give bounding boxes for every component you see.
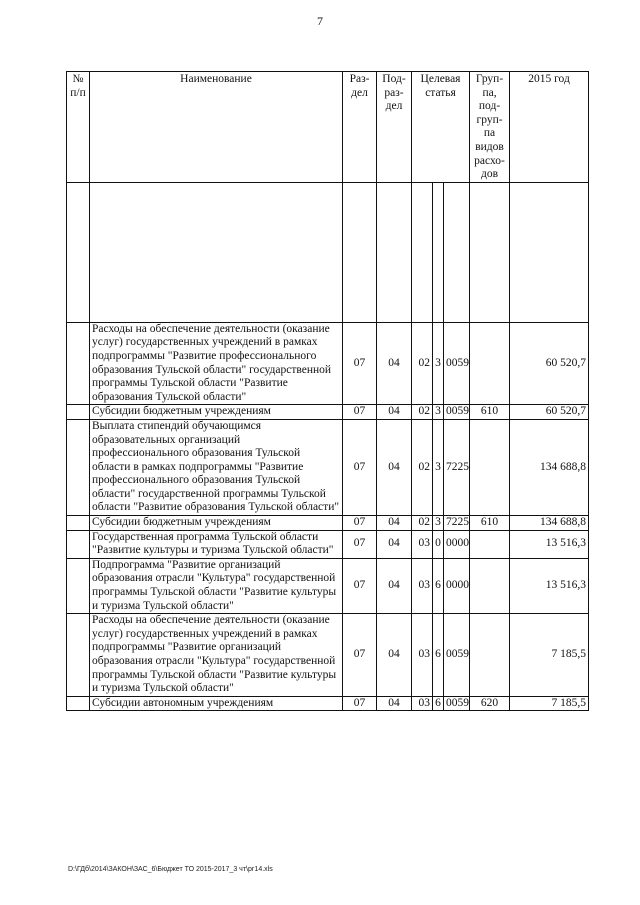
row-tselevaya-3: 0000 [444, 558, 470, 613]
row-amount: 134 688,8 [510, 516, 589, 531]
row-tselevaya-2: 3 [433, 516, 444, 531]
header-gruppa: Груп- па, под- груп- па видов расхо- дов [470, 72, 510, 183]
row-gruppa [470, 530, 510, 558]
row-gruppa: 610 [470, 405, 510, 420]
row-amount: 60 520,7 [510, 405, 589, 420]
header-year: 2015 год [510, 72, 589, 183]
row-name: Субсидии автономным учреждениям [90, 696, 343, 711]
row-gruppa: 610 [470, 516, 510, 531]
header-podrazdel: Под- раз- дел [377, 72, 412, 183]
row-razdel: 07 [343, 614, 377, 697]
row-tselevaya-2: 6 [433, 696, 444, 711]
table-row [67, 182, 589, 322]
row-podrazdel: 04 [377, 696, 412, 711]
row-gruppa [470, 322, 510, 405]
table-row [67, 696, 589, 711]
row-tselevaya-1: 02 [412, 516, 433, 531]
row-tselevaya-3: 0059 [444, 405, 470, 420]
table-body [67, 182, 589, 711]
row-tselevaya-2: 6 [433, 558, 444, 613]
row-tselevaya-1: 03 [412, 614, 433, 697]
row-razdel: 07 [343, 530, 377, 558]
table-row [67, 614, 589, 697]
row-gruppa: 620 [470, 696, 510, 711]
row-name: Расходы на обеспечение деятельности (оказание услуг) государственных учреждений в рамках подпрограммы "Развитие организаций образования отрасли "Культура" государственной программы Тульской области "Развитие культуры и туризма Тульской области" [90, 614, 343, 697]
row-podrazdel: 04 [377, 405, 412, 420]
row-name: Субсидии бюджетным учреждениям [90, 516, 343, 531]
page-number: 7 [317, 14, 323, 28]
row-tselevaya-2: 6 [433, 614, 444, 697]
row-amount: 60 520,7 [510, 322, 589, 405]
row-tselevaya-3: 7225 [444, 516, 470, 531]
table-row [67, 558, 589, 613]
row-name: Государственная программа Тульской области "Развитие культуры и туризма Тульской области" [90, 530, 343, 558]
row-tselevaya-1: 03 [412, 696, 433, 711]
row-amount: 7 185,5 [510, 696, 589, 711]
table-row [67, 322, 589, 405]
row-tselevaya-3: 7225 [444, 419, 470, 515]
row-amount: 13 516,3 [510, 558, 589, 613]
row-tselevaya-1: 02 [412, 419, 433, 515]
row-gruppa [470, 419, 510, 515]
header-tselevaya: Целевая статья [412, 72, 470, 183]
row-podrazdel: 04 [377, 558, 412, 613]
row-tselevaya-3: 0000 [444, 530, 470, 558]
row-name: Расходы на обеспечение деятельности (оказание услуг) государственных учреждений в рамках подпрограммы "Развитие профессионального образования Тульской области" государственной программы Тульской области "Развитие образования Тульской области" [90, 322, 343, 405]
row-podrazdel: 04 [377, 322, 412, 405]
row-tselevaya-2: 0 [433, 530, 444, 558]
row-tselevaya-2: 3 [433, 322, 444, 405]
table-row [67, 419, 589, 515]
row-gruppa [470, 558, 510, 613]
row-tselevaya-2: 3 [433, 419, 444, 515]
header-razdel: Раз- дел [343, 72, 377, 183]
row-name: Выплата стипендий обучающимся образовательных организаций профессионального образования Тульской области в рамках подпрограммы "Развитие профессионального образования Тульской области" государственной программы Тульской области "Развитие образования Тульской области" [90, 419, 343, 515]
row-tselevaya-1: 03 [412, 530, 433, 558]
row-razdel: 07 [343, 558, 377, 613]
row-razdel: 07 [343, 516, 377, 531]
row-podrazdel: 04 [377, 516, 412, 531]
row-amount: 7 185,5 [510, 614, 589, 697]
row-podrazdel: 04 [377, 419, 412, 515]
row-gruppa [470, 614, 510, 697]
row-tselevaya-3: 0059 [444, 322, 470, 405]
budget-table [66, 71, 589, 711]
row-razdel: 07 [343, 405, 377, 420]
table-row [67, 530, 589, 558]
row-razdel: 07 [343, 419, 377, 515]
row-tselevaya-3: 0059 [444, 614, 470, 697]
row-podrazdel: 04 [377, 614, 412, 697]
header-name: Наименование [90, 72, 343, 183]
row-tselevaya-1: 02 [412, 322, 433, 405]
row-podrazdel: 04 [377, 530, 412, 558]
header-row [67, 72, 589, 183]
row-razdel: 07 [343, 322, 377, 405]
row-tselevaya-1: 02 [412, 405, 433, 420]
row-tselevaya-3: 0059 [444, 696, 470, 711]
row-tselevaya-2: 3 [433, 405, 444, 420]
file-path-footer: D:\ГДб\2014\ЗАКОН\ЗАС_6\Бюджет ТО 2015-2017_3 чт\рг14.xls [68, 866, 273, 873]
row-name: Подпрограмма "Развитие организаций образования отрасли "Культура" государственной программы Тульской области "Развитие культуры и туризма Тульской области" [90, 558, 343, 613]
row-amount: 134 688,8 [510, 419, 589, 515]
row-razdel: 07 [343, 696, 377, 711]
row-amount: 13 516,3 [510, 530, 589, 558]
table-row [67, 516, 589, 531]
row-tselevaya-1: 03 [412, 558, 433, 613]
header-num: № п/п [67, 72, 90, 183]
row-name: Субсидии бюджетным учреждениям [90, 405, 343, 420]
table-row [67, 405, 589, 420]
